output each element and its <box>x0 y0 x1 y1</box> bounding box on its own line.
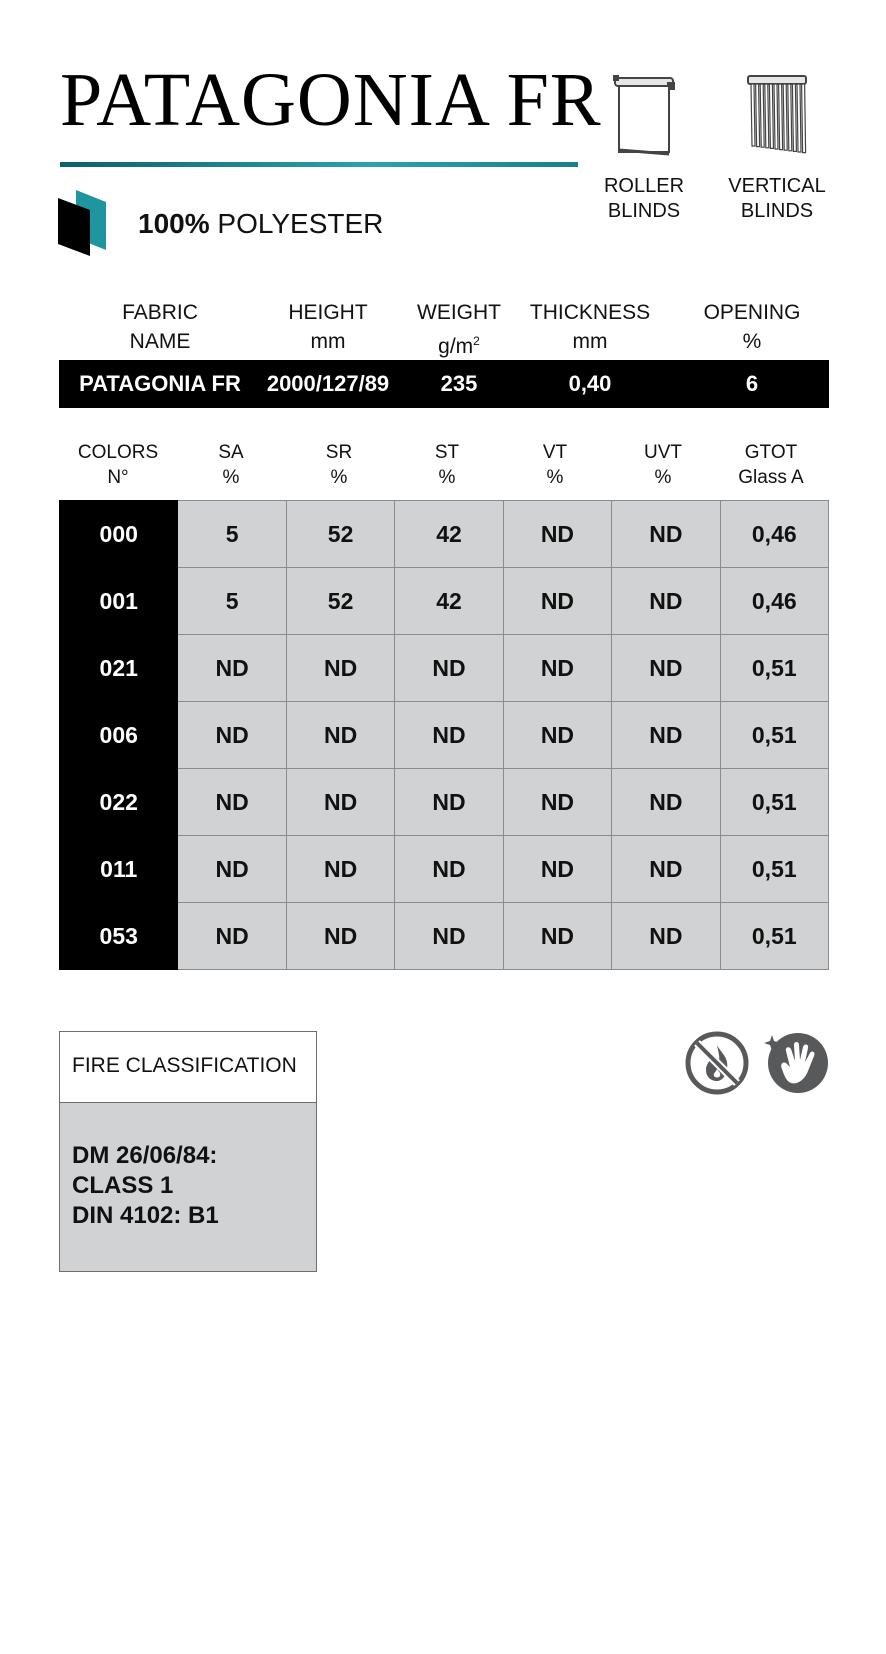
colors-header-vt: VT % <box>542 442 568 488</box>
color-code: 022 <box>60 769 178 836</box>
table-cell: ND <box>178 702 286 769</box>
spec-header-thickness: THICKNESS mm <box>529 301 651 353</box>
colors-data <box>59 500 829 970</box>
vertical-blind-icon <box>742 72 812 158</box>
colors-header <box>59 440 829 498</box>
table-row <box>60 702 829 769</box>
table-cell: ND <box>503 702 611 769</box>
table-cell: 0,51 <box>720 702 828 769</box>
colors-header-sa: SA % <box>218 442 244 488</box>
table-cell: ND <box>395 769 503 836</box>
table-cell: ND <box>612 769 720 836</box>
color-code: 053 <box>60 903 178 970</box>
colors-header-gtot: GTOT Glass A <box>738 442 804 488</box>
table-cell: ND <box>178 769 286 836</box>
color-code: 021 <box>60 635 178 702</box>
table-cell: ND <box>286 702 394 769</box>
table-cell: ND <box>612 702 720 769</box>
vertical-blind-label: VERTICAL BLINDS <box>728 175 826 222</box>
table-cell: ND <box>178 836 286 903</box>
table-cell: 0,46 <box>720 568 828 635</box>
composition <box>58 190 418 256</box>
colors-header-colors: COLORS N° <box>77 442 159 488</box>
colors-header-st: ST % <box>434 442 460 488</box>
table-cell: ND <box>395 903 503 970</box>
table-cell: 5 <box>178 501 286 568</box>
table-cell: 42 <box>395 501 503 568</box>
fire-classification-box <box>59 1031 317 1272</box>
color-code: 001 <box>60 568 178 635</box>
fire-class-line: CLASS 1 <box>72 1172 174 1199</box>
spec-weight: 235 <box>440 371 478 396</box>
spec-fabric-name: PATAGONIA FR <box>79 371 241 396</box>
table-cell: 42 <box>395 568 503 635</box>
table-cell: ND <box>395 702 503 769</box>
composition-material: POLYESTER <box>217 208 384 239</box>
table-cell: 0,51 <box>720 769 828 836</box>
table-cell: 52 <box>286 568 394 635</box>
spec-header-opening: OPENING % <box>703 301 801 353</box>
table-row <box>60 836 829 903</box>
table-cell: ND <box>286 836 394 903</box>
spec-table <box>59 298 829 408</box>
spec-header <box>59 298 829 358</box>
table-cell: ND <box>503 501 611 568</box>
table-cell: ND <box>178 903 286 970</box>
spec-header-fabric: FABRIC NAME <box>122 301 198 353</box>
table-row <box>60 568 829 635</box>
flame-retardant-icon <box>685 1031 749 1095</box>
table-cell: ND <box>395 635 503 702</box>
roller-blind-label: ROLLER BLINDS <box>603 175 685 222</box>
table-cell: ND <box>503 836 611 903</box>
spec-thickness: 0,40 <box>568 371 612 396</box>
fire-class-line: DM 26/06/84: <box>72 1142 218 1169</box>
roller-blind-icon <box>609 72 679 158</box>
table-cell: 0,51 <box>720 836 828 903</box>
table-row <box>60 501 829 568</box>
fabric-title: PATAGONIA FR <box>60 58 602 142</box>
table-cell: ND <box>503 903 611 970</box>
title-underline <box>60 162 578 167</box>
table-row <box>60 903 829 970</box>
table-cell: ND <box>612 501 720 568</box>
color-code: 011 <box>60 836 178 903</box>
spec-opening: 6 <box>745 371 759 396</box>
soft-touch-icon <box>764 1031 828 1095</box>
table-cell: ND <box>503 635 611 702</box>
colors-header-uvt: UVT % <box>644 442 682 488</box>
application-roller <box>589 72 699 224</box>
application-vertical <box>722 72 832 224</box>
spec-header-weight: WEIGHT $g/m^2$ <box>417 301 501 358</box>
composition-text <box>138 208 383 240</box>
colors-table <box>59 440 829 970</box>
table-row <box>60 769 829 836</box>
table-cell: 0,51 <box>720 635 828 702</box>
table-cell: ND <box>503 568 611 635</box>
fire-class-line: DIN 4102: B1 <box>72 1202 219 1229</box>
fire-classification-label: FIRE CLASSIFICATION <box>72 1054 297 1077</box>
spec-row <box>59 360 829 408</box>
fabric-logo-icon <box>58 190 112 256</box>
table-cell: ND <box>503 769 611 836</box>
fire-classification-body <box>60 1103 316 1271</box>
spec-height: 2000/127/89 <box>266 371 390 396</box>
table-cell: ND <box>612 836 720 903</box>
table-cell: ND <box>178 635 286 702</box>
table-cell: ND <box>395 836 503 903</box>
table-cell: ND <box>612 903 720 970</box>
color-code: 000 <box>60 501 178 568</box>
table-cell: ND <box>612 635 720 702</box>
table-cell: ND <box>286 635 394 702</box>
table-cell: 5 <box>178 568 286 635</box>
colors-header-sr: SR % <box>325 442 353 488</box>
composition-percent: 100% <box>138 208 210 239</box>
table-cell: ND <box>286 769 394 836</box>
table-cell: ND <box>612 568 720 635</box>
table-cell: 0,51 <box>720 903 828 970</box>
spec-header-height: HEIGHT mm <box>288 301 368 353</box>
table-cell: 0,46 <box>720 501 828 568</box>
table-row <box>60 635 829 702</box>
color-code: 006 <box>60 702 178 769</box>
table-cell: 52 <box>286 501 394 568</box>
table-cell: ND <box>286 903 394 970</box>
